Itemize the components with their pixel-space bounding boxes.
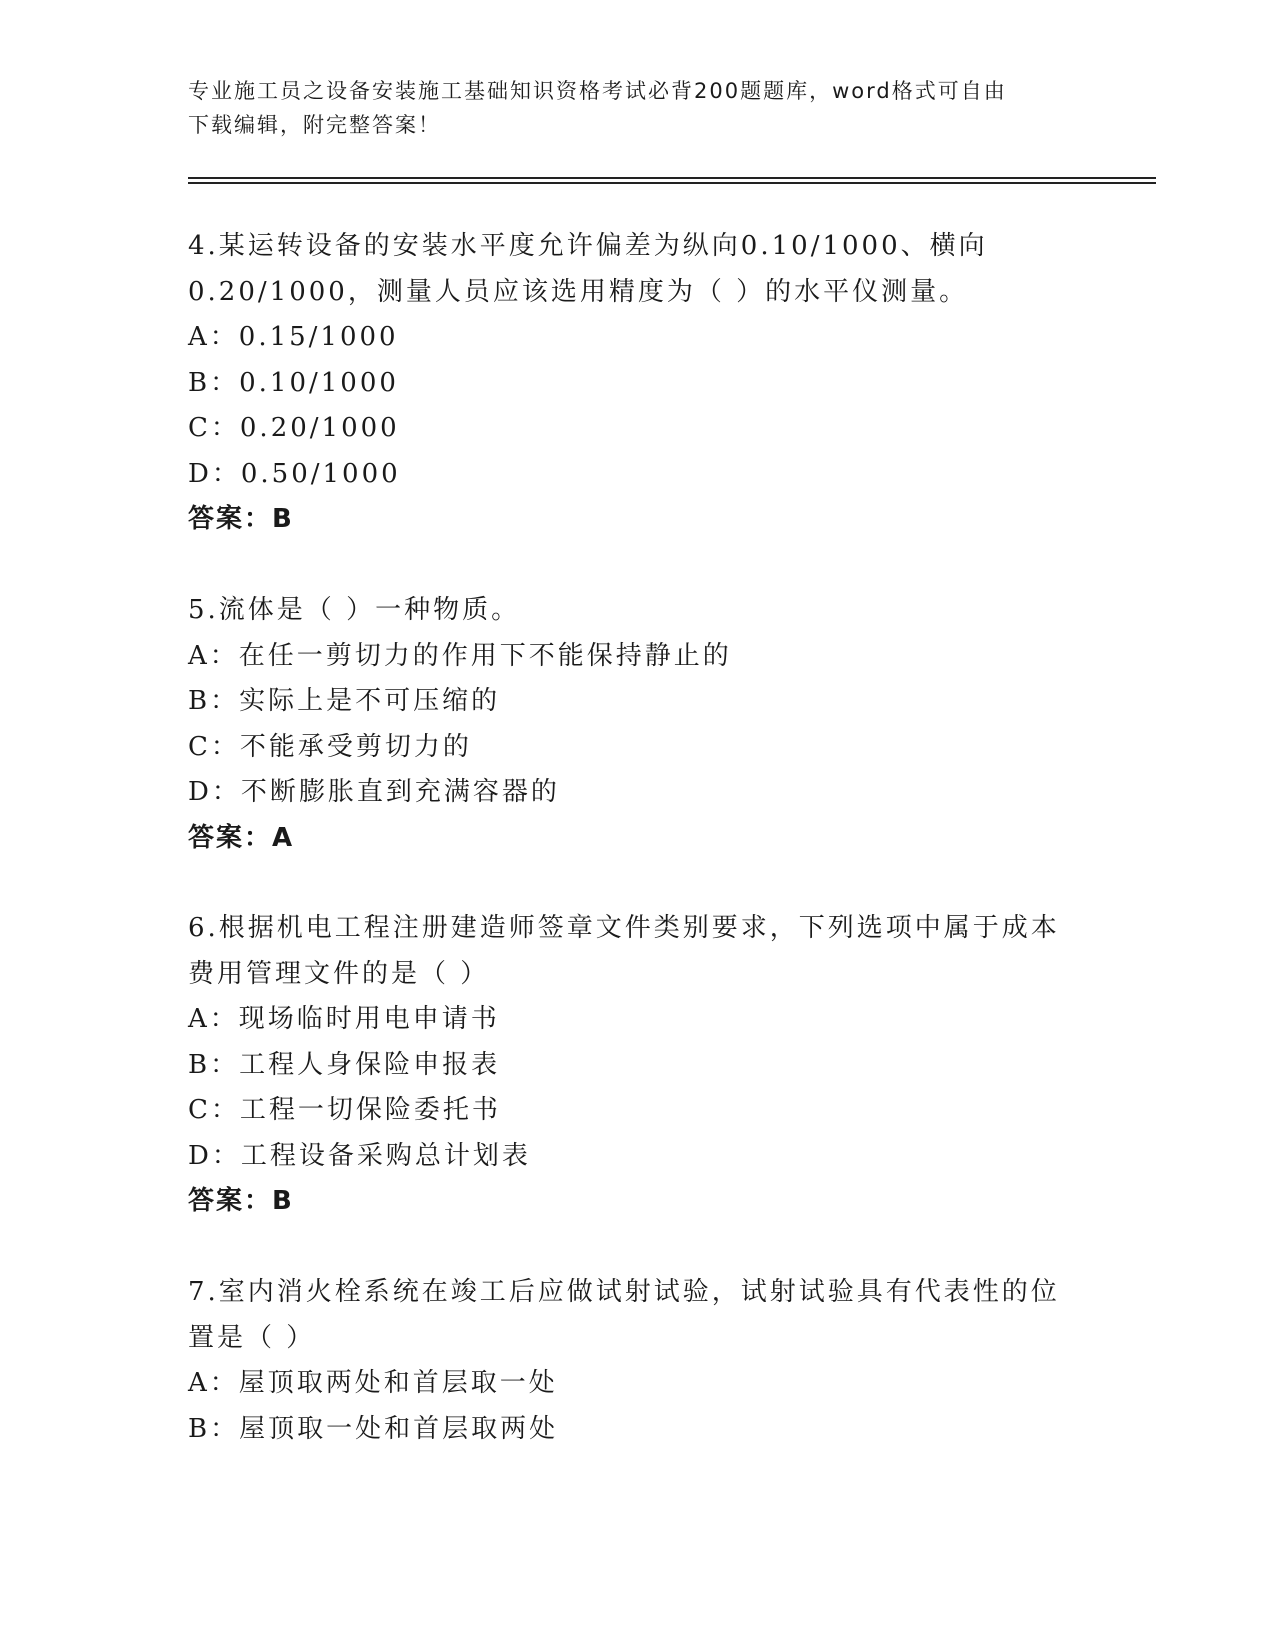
option-c: C：工程一切保险委托书 (188, 1095, 501, 1125)
option-a: A：现场临时用电申请书 (188, 1004, 500, 1034)
question-5 (188, 588, 1088, 861)
option-c: C：0.20/1000 (188, 413, 400, 443)
question-stem: 7.室内消火栓系统在竣工后应做试射试验，试射试验具有代表性的位 (188, 1277, 1060, 1307)
option-a: A：在任一剪切力的作用下不能保持静止的 (188, 640, 732, 671)
option-d: D：0.50/1000 (188, 458, 401, 489)
question-stem: 4.某运转设备的安装水平度允许偏差为纵向0.10/1000、横向 (188, 231, 988, 261)
option-d: D：工程设备采购总计划表 (188, 1140, 531, 1171)
question-4 (188, 224, 1088, 543)
question-stem: 5.流体是（ ）一种物质。 (188, 595, 521, 625)
option-a: A：0.15/1000 (188, 322, 399, 352)
header-divider-bottom (188, 182, 1156, 184)
option-b: B：实际上是不可压缩的 (188, 686, 501, 716)
document-header (188, 74, 1088, 142)
option-b: B：屋顶取一处和首层取两处 (188, 1413, 559, 1444)
header-divider-top (188, 177, 1156, 179)
question-stem: 0.20/1000，测量人员应该选用精度为（ ）的水平仪测量。 (188, 276, 969, 307)
answer: 答案：B (188, 504, 294, 534)
question-stem: 6.根据机电工程注册建造师签章文件类别要求，下列选项中属于成本 (188, 913, 1060, 943)
header-line-1: 专业施工员之设备安装施工基础知识资格考试必背200题题库，word格式可自由 (188, 79, 1007, 103)
question-6 (188, 906, 1088, 1225)
option-b: B：工程人身保险申报表 (188, 1049, 501, 1080)
header-line-2: 下载编辑，附完整答案！ (188, 113, 441, 137)
option-d: D：不断膨胀直到充满容器的 (188, 777, 560, 807)
option-a: A：屋顶取两处和首层取一处 (188, 1368, 558, 1398)
answer: 答案：B (188, 1186, 294, 1216)
option-b: B：0.10/1000 (188, 367, 399, 398)
question-stem: 置是（ ） (188, 1322, 316, 1353)
question-7 (188, 1270, 1088, 1452)
option-c: C：不能承受剪切力的 (188, 731, 472, 762)
question-stem: 费用管理文件的是（ ） (188, 958, 490, 989)
answer: 答案：A (188, 822, 295, 853)
